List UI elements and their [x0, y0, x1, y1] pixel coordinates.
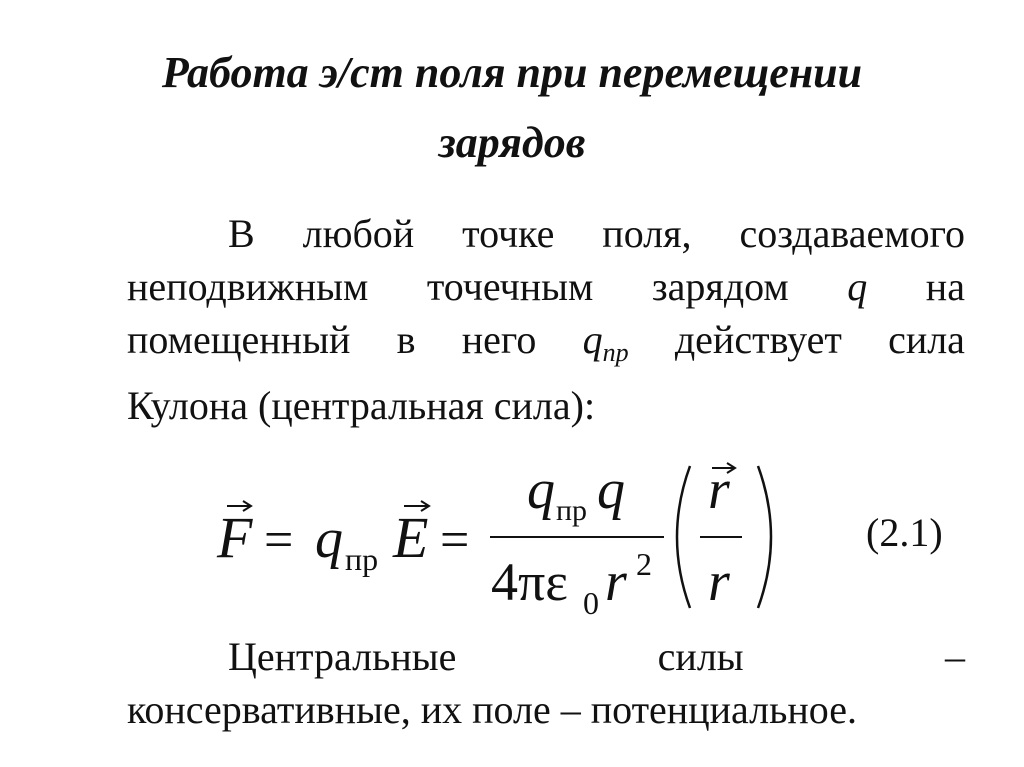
word: в [396, 317, 416, 362]
word: на [925, 264, 965, 309]
word: Центральные [228, 634, 457, 679]
line-text: Кулона (центральная сила): [127, 383, 596, 428]
square-exponent: 2 [636, 546, 652, 582]
title-line-1: Работа э/ст поля при перемещении [161, 48, 863, 97]
word: поля, [602, 211, 692, 256]
unit-vector-r: r [708, 459, 730, 521]
paragraph-line [127, 207, 965, 260]
word: зарядом [651, 264, 789, 309]
word: точечным [426, 264, 594, 309]
word: сила [888, 317, 965, 362]
word: В [228, 211, 255, 256]
paragraph-line [127, 630, 965, 683]
numerator-charge: q [527, 459, 555, 521]
equals-sign: = [264, 512, 294, 569]
left-parenthesis [677, 466, 690, 608]
line-text: консервативные, их поле – потенциальное. [127, 687, 857, 732]
equals-sign: = [440, 512, 470, 569]
word: него [461, 317, 537, 362]
force-symbol: F [217, 505, 253, 570]
word: помещенный [127, 317, 351, 362]
paragraph-line [127, 683, 965, 736]
word: создаваемого [739, 211, 965, 256]
numerator-subscript: пр [556, 494, 588, 527]
word: любой [302, 211, 415, 256]
word: силы [657, 634, 744, 679]
field-symbol: E [393, 505, 429, 570]
coulomb-paragraph [127, 207, 965, 432]
numerator-charge: q [597, 459, 625, 521]
equation-number: (2.1) [866, 510, 943, 555]
word: – [944, 634, 965, 679]
denominator-radius: r [605, 551, 627, 613]
right-parenthesis [758, 466, 771, 608]
word: точке [462, 211, 555, 256]
word: неподвижным [127, 264, 369, 309]
subscript-pr: пр [345, 541, 379, 577]
paragraph-line [127, 313, 965, 379]
denominator-constant: 4πε [491, 552, 568, 612]
conservative-forces-paragraph [127, 630, 965, 736]
epsilon-subscript: 0 [583, 585, 599, 621]
charge-variable: q [847, 264, 868, 309]
charge-symbol: q [315, 508, 343, 570]
title-line-2: зарядов [438, 118, 586, 167]
radius-symbol: r [708, 551, 730, 613]
test-charge-variable: $q_{пр}$ [582, 317, 629, 367]
word: действует [674, 317, 842, 362]
paragraph-line [127, 379, 965, 432]
paragraph-line [127, 260, 965, 313]
slide-title [0, 38, 1024, 178]
